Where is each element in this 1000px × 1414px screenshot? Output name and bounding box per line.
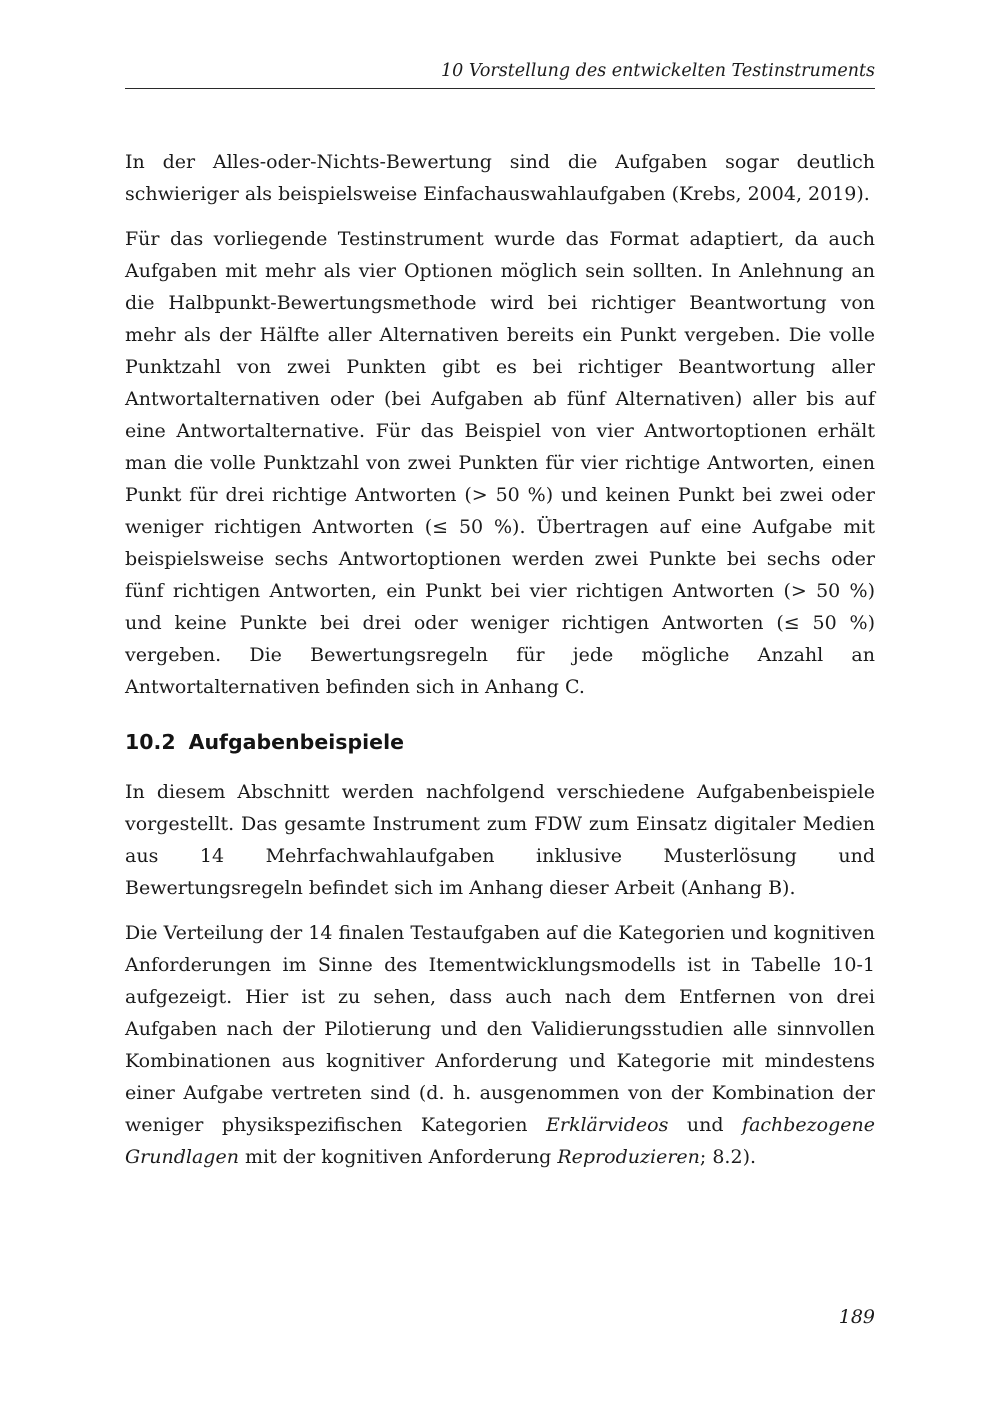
paragraph-4-run-2: und (668, 1114, 743, 1136)
paragraph-4-run-1-italic: Erklärvideos (546, 1114, 669, 1136)
paragraph-4-run-0: Die Verteilung der 14 finalen Testaufgaben auf die Kategorien und kognitiven Anforderungen im Sinne des Itementwicklungsmodells ist in Tabelle 10-1 aufgezeigt. Hier ist zu sehen, dass auch nach dem Entfernen von drei Aufgaben nach der Pilotierung und den Validierungsstudien alle sinnvollen Kombinationen aus kognitiver Anforderung und Kategorie mit mindestens einer Aufgabe vertreten sind (d. h. ausgenommen von der Kombination der weniger physikspezifischen Kategorien (125, 922, 875, 1136)
header-rule (125, 88, 875, 89)
body-paragraph-2: Für das vorliegende Testinstrument wurde das Format adaptiert, da auch Aufgaben mit mehr als vier Optionen möglich sein sollten. In Anlehnung an die Halbpunkt-Bewertungsmethode wird bei richtiger Beantwortung von mehr als der Hälfte aller Alternativen bereits ein Punkt vergeben. Die volle Punktzahl von zwei Punkten gibt es bei richtiger Beantwortung aller Antwortalternativen oder (bei Aufgaben ab fünf Alternativen) aller bis auf eine Antwortalternative. Für das Beispiel von vier Antwortoptionen erhält man die volle Punktzahl von zwei Punkten für vier richtige Antworten, einen Punkt für drei richtige Antworten (> 50 %) und keinen Punkt bei zwei oder weniger richtigen Antworten (≤ 50 %). Übertragen auf eine Aufgabe mit beispielsweise sechs Antwortoptionen werden zwei Punkte bei sechs oder fünf richtigen Antworten, ein Punkt bei vier richtigen Antworten (> 50 %) und keine Punkte bei drei oder weniger richtigen Antworten (≤ 50 %) vergeben. Die Bewertungsregeln für jede mögliche Anzahl an Antwortalternativen befinden sich in Anhang C. (125, 228, 875, 698)
page-number: 189 (838, 1306, 875, 1328)
running-head: 10 Vorstellung des entwickelten Testinstruments (441, 61, 875, 81)
paragraph-4-run-6: ; 8.2). (699, 1146, 757, 1168)
page-header (125, 0, 875, 89)
section-title: Aufgabenbeispiele (188, 730, 404, 754)
paragraph-4-run-4: mit der kognitiven Anforderung (238, 1146, 558, 1168)
body-paragraph-1: In der Alles-oder-Nichts-Bewertung sind die Aufgaben sogar deutlich schwieriger als beispielsweise Einfachauswahlaufgaben (Krebs, 2004, 2019). (125, 151, 875, 205)
body-paragraph-4 (125, 917, 875, 1173)
section-heading (125, 729, 875, 755)
page-body (125, 146, 875, 1186)
body-paragraph-3: In diesem Abschnitt werden nachfolgend verschiedene Aufgabenbeispiele vorgestellt. Das gesamte Instrument zum FDW zum Einsatz digitaler Medien aus 14 Mehrfachwahlaufgaben inklusive Musterlösung und Bewertungsregeln befindet sich im Anhang dieser Arbeit (Anhang B). (125, 781, 875, 899)
paragraph-4-run-3-italic: fachbezogene Grundlagen (125, 1114, 876, 1168)
section-number: 10.2 (125, 730, 176, 754)
paragraph-4-run-5-italic: Reproduzieren (557, 1146, 700, 1168)
